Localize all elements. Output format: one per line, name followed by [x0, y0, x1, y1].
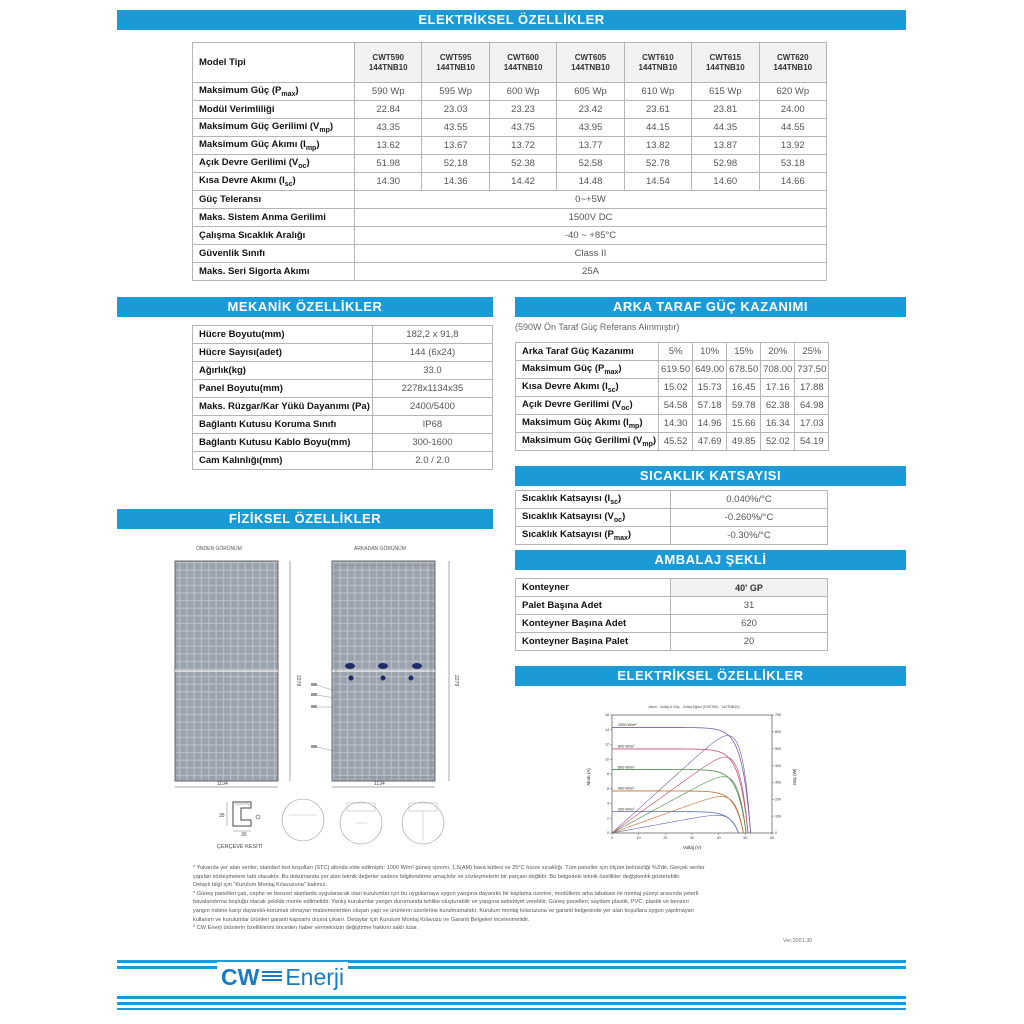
chart-xlabel: Voltaj (V) [682, 845, 702, 850]
x-tick-label: 40 [716, 836, 721, 840]
cell-value: 14.48 [557, 173, 624, 191]
row-label: Maksimum Güç $(P_{max})$ [516, 361, 659, 379]
y2-tick-label: 700 [775, 713, 781, 718]
series-label: 600 W/m² [618, 765, 635, 770]
table-row [193, 137, 827, 155]
row-label: Sıcaklık Katsayısı $(P_{max})$ [516, 527, 671, 545]
frame-dim-height: 35 [219, 813, 225, 819]
panel-drawings [165, 555, 490, 860]
x-tick-label: 20 [663, 836, 668, 840]
chart-y2label: Güç (W) [792, 768, 797, 786]
footnote-line: havalandırma boşluğu olacak şekilde monte edilmelidir. Yanlış kurulumlar yangın durumunda tehlike oluşturabilir ve yangına sebebiyet verebilir. Güneş panelleri; saydam plastik, PVC, plastik ve benzeri [193, 899, 689, 906]
series-label: 200 W/m² [618, 807, 635, 812]
section-physical-header: FİZİKSEL ÖZELLİKLER [117, 509, 493, 529]
y2-tick-label: 0 [775, 831, 777, 836]
front-view-label: ÖNDEN GÖRÜNÜM [196, 546, 242, 552]
cell-value: 13.72 [489, 137, 556, 155]
table-row [516, 433, 829, 451]
cell-value: 59.78 [727, 397, 761, 415]
cell-value: 615 Wp [692, 83, 759, 101]
row-label: Ağırlık(kg) [193, 362, 373, 380]
table-row [193, 83, 827, 101]
cell-value: Class II [355, 245, 827, 263]
series-label: 1000 W/m² [618, 723, 637, 728]
cell-value: 23.23 [489, 101, 556, 119]
table-row [516, 527, 828, 545]
cell-value: 0~+5W [355, 191, 827, 209]
row-label: Arka Taraf Güç Kazanımı [516, 343, 659, 361]
cell-value: 14.42 [489, 173, 556, 191]
model-label: Model Tipi [193, 43, 355, 83]
cell-value: 649.00 [693, 361, 727, 379]
percent-header: 10% [693, 343, 727, 361]
table-row [193, 101, 827, 119]
y-tick-label: 14 [605, 727, 609, 732]
footnote-line: yapılan sözleşmelere tabi olacaktır. Bu dokümanda yer alan teknik değerler sadece bilgilendirme amaçlıdır ve sözleşmelerin bir parçası değildir. Bu belgedeki teknik özellikler değişkenlik gösterebilir. [193, 873, 681, 880]
logo [217, 962, 348, 992]
cell-value: 13.92 [759, 137, 826, 155]
back-height-dim: 2278 [453, 675, 459, 687]
cell-value: 49.85 [727, 433, 761, 451]
electrical-table [192, 42, 827, 281]
cell-value: 619.50 [659, 361, 693, 379]
row-label: Panel Boyutu(mm) [193, 380, 373, 398]
model-name: CWT590 144TNB10 [355, 43, 422, 83]
footer-stripe-bottom [117, 993, 906, 1010]
row-label: Cam Kalınlığı(mm) [193, 452, 373, 470]
row-label: Konteyner [516, 579, 671, 597]
row-label: Maksimum Güç $(P_{max})$ [193, 83, 355, 101]
cell-value: 14.96 [693, 415, 727, 433]
back-view-label: ARKADAN GÖRÜNÜM [354, 546, 406, 552]
cell-value: 708.00 [761, 361, 795, 379]
logo-mark-icon [262, 971, 282, 983]
row-label: Güvenlik Sınıfı [193, 245, 355, 263]
cell-value: 23.61 [624, 101, 691, 119]
footnote-line: yangın riskine karşı dayanıklı-korumalı olmayan malzemelerden oluşan yapı ve ürünlerin üzerlerine kurulmamalıdır. Kurulum montaj kılavuzuna ve garanti belgesinde yer alan koşullara uygun yapılmayan [193, 907, 694, 914]
cell-value: 13.67 [422, 137, 489, 155]
cell-value: 2278x1134x35 [372, 380, 492, 398]
cell-value: 44.35 [692, 119, 759, 137]
cell-value: 53.18 [759, 155, 826, 173]
y-tick-label: 10 [605, 757, 609, 762]
cell-value: 43.75 [489, 119, 556, 137]
cell-value: 57.18 [693, 397, 727, 415]
section-electrical-header: ELEKTRİKSEL ÖZELLİKLER [117, 10, 906, 30]
row-label: Maks. Sistem Anma Gerilimi [193, 209, 355, 227]
x-tick-label: 30 [690, 836, 694, 840]
cell-value: 24.00 [759, 101, 826, 119]
row-label: Maksimum Güç Gerilimi $(V_{mp})$ [193, 119, 355, 137]
row-label: Hücre Sayısı(adet) [193, 344, 373, 362]
frame-section-drawing [219, 802, 260, 838]
table-row [193, 173, 827, 191]
cell-value: 52.98 [692, 155, 759, 173]
cell-value: 605 Wp [557, 83, 624, 101]
cell-value: 64.98 [795, 397, 829, 415]
footnotes [193, 864, 833, 933]
cell-value: 43.95 [557, 119, 624, 137]
temperature-table [515, 490, 828, 545]
row-label: Maksimum Güç Gerilimi $(V_{mp})$ [516, 433, 659, 451]
y-tick-label: 2 [607, 816, 609, 821]
table-row [193, 344, 493, 362]
cell-value: 54.19 [795, 433, 829, 451]
cell-value: 52.78 [624, 155, 691, 173]
chart-ylabel: Akım (A) [586, 768, 591, 786]
section-electrical-curve-header: ELEKTRİKSEL ÖZELLİKLER [515, 666, 906, 686]
percent-header: 25% [795, 343, 829, 361]
footnote-line: Detaylı bilgi için "Kurulum Montaj Kılavuzuna" bakınız. [193, 882, 327, 889]
cell-value: IP68 [372, 416, 492, 434]
container-type: 40' GP [671, 579, 828, 597]
section-temperature-header: SICAKLIK KATSAYISI [515, 466, 906, 486]
cell-value: 600 Wp [489, 83, 556, 101]
cell-value: 14.30 [659, 415, 693, 433]
y2-tick-label: 600 [775, 730, 781, 735]
cell-value: 31 [671, 597, 828, 615]
row-label: Hücre Boyutu(mm) [193, 326, 373, 344]
rear-gain-table [515, 342, 829, 451]
series-label: 400 W/m² [618, 786, 635, 791]
cell-value: 595 Wp [422, 83, 489, 101]
cell-value: 13.77 [557, 137, 624, 155]
row-label: Kısa Devre Akımı $(I_{sc})$ [193, 173, 355, 191]
row-label: Maksimum Güç Akımı $(I_{mp})$ [516, 415, 659, 433]
cell-value: 23.81 [692, 101, 759, 119]
footnote-line: * Güneş panelleri çatı, cephe ve benzeri alanlarda uygulanacak olan kurulumlar için bu uygulamaya uygun yangına dayanıklı bir kaplama üzerine, modüllerin arka tabakası ile montaj yüzeyi arasında yeterli [193, 890, 699, 897]
y2-tick-label: 200 [775, 797, 781, 802]
table-row [193, 191, 827, 209]
cell-value: -0.260%/°C [671, 509, 828, 527]
row-label: Güç Teleransı [193, 191, 355, 209]
cell-value: 1500V DC [355, 209, 827, 227]
model-name: CWT600 144TNB10 [489, 43, 556, 83]
iv-chart [578, 703, 810, 855]
model-name: CWT595 144TNB10 [422, 43, 489, 83]
table-row [516, 361, 829, 379]
x-tick-label: 60 [770, 836, 774, 840]
section-rear-gain-header: ARKA TARAF GÜÇ KAZANIMI [515, 297, 906, 317]
table-row [193, 398, 493, 416]
y2-tick-label: 300 [775, 780, 781, 785]
row-label: Modül Verimliliği [193, 101, 355, 119]
row-label: Kısa Devre Akımı $(I_{sc})$ [516, 379, 659, 397]
frame-section-label: ÇERÇEVE KESİTİ [217, 844, 263, 850]
table-row [193, 245, 827, 263]
table-row [193, 362, 493, 380]
cell-value: 182,2 x 91,8 [372, 326, 492, 344]
back-view-panel [311, 561, 435, 781]
cell-value: 13.87 [692, 137, 759, 155]
row-label: Bağlantı Kutusu Koruma Sınıfı [193, 416, 373, 434]
cell-value: 43.35 [355, 119, 422, 137]
cell-value: 52.38 [489, 155, 556, 173]
mechanical-table [192, 325, 493, 470]
cell-value: 620 Wp [759, 83, 826, 101]
cell-value: 2400/5400 [372, 398, 492, 416]
table-header-row [193, 43, 827, 83]
x-tick-label: 0 [611, 836, 613, 840]
logo-enerji: Enerji [285, 963, 345, 990]
cell-value: 51.98 [355, 155, 422, 173]
y-tick-label: 8 [607, 772, 609, 777]
cell-value: 14.36 [422, 173, 489, 191]
version-label: Ver.2001.30 [783, 938, 813, 944]
chart-title: Akım - Voltaj & Güç - Voltaj Eğrisi (CWT590 - 144TNB10) [648, 705, 740, 709]
footnote-line: * Yukarıda yer alan veriler, standart test koşulları (STC) altında elde edilmiştir: 1000 W/m² güneş ışınımı, 1,5(AM) hava kütlesi ve 25°C hücre sıcaklığı. Tüm paneller için ölçüm belirsizliği %3'dir. Gerçek veriler [193, 865, 705, 871]
cell-value: 20 [671, 633, 828, 651]
table-row [516, 379, 829, 397]
row-label: Açık Devre Gerilimi $(V_{oc})$ [193, 155, 355, 173]
y-tick-label: 0 [607, 831, 609, 836]
table-row [193, 380, 493, 398]
back-width-dim: 1134 [374, 781, 385, 787]
x-tick-label: 50 [743, 836, 748, 840]
table-row [193, 209, 827, 227]
cell-value: -0.30%/°C [671, 527, 828, 545]
y2-tick-label: 100 [775, 814, 781, 819]
y2-tick-label: 500 [775, 746, 781, 751]
table-row [516, 509, 828, 527]
cell-value: 15.73 [693, 379, 727, 397]
section-mechanical-header: MEKANİK ÖZELLİKLER [117, 297, 493, 317]
cell-value: 2.0 / 2.0 [372, 452, 492, 470]
cell-value: 52.58 [557, 155, 624, 173]
cell-value: 25A [355, 263, 827, 281]
detail-circle [282, 799, 324, 841]
logo-cw: CW [221, 963, 260, 990]
y-tick-label: 12 [605, 742, 609, 747]
cell-value: 16.34 [761, 415, 795, 433]
cell-value: 0.040%/°C [671, 491, 828, 509]
model-name: CWT610 144TNB10 [624, 43, 691, 83]
cell-value: 610 Wp [624, 83, 691, 101]
packaging-table [515, 578, 828, 651]
table-row [193, 119, 827, 137]
cell-value: 44.15 [624, 119, 691, 137]
y-tick-label: 4 [607, 801, 609, 806]
y-tick-label: 16 [605, 713, 609, 718]
cell-value: 43.55 [422, 119, 489, 137]
table-header-row [516, 579, 828, 597]
row-label: Maksimum Güç Akımı $(I_{mp})$ [193, 137, 355, 155]
front-height-dim: 2278 [295, 675, 301, 687]
model-name: CWT615 144TNB10 [692, 43, 759, 83]
row-label: Maks. Rüzgar/Kar Yükü Dayanımı (Pa) [193, 398, 373, 416]
cell-value: 23.03 [422, 101, 489, 119]
cell-value: 47.69 [693, 433, 727, 451]
row-label: Çalışma Sıcaklık Aralığı [193, 227, 355, 245]
cell-value: 33.0 [372, 362, 492, 380]
table-row [516, 633, 828, 651]
section-packaging-header: AMBALAJ ŞEKLİ [515, 550, 906, 570]
cell-value: 23.42 [557, 101, 624, 119]
footnote-line: kullanım ve kurulumlar ürünleri garanti kapsamı dışına çıkarır. Detaylar için Kurulum Montaj Kılavuzu ve Garanti Belgeleri incelenmelidir. [193, 916, 530, 923]
cell-value: 22.84 [355, 101, 422, 119]
footnote-line: * CW Enerji ürünlerin özelliklerini önceden haber vermeksizin değiştirme hakkını saklı tutar. [193, 925, 419, 932]
table-row [193, 326, 493, 344]
cell-value: 737.50 [795, 361, 829, 379]
frame-dim-width: 30 [241, 832, 247, 838]
percent-header: 15% [727, 343, 761, 361]
cell-value: 15.02 [659, 379, 693, 397]
model-name: CWT620 144TNB10 [759, 43, 826, 83]
cell-value: 44.55 [759, 119, 826, 137]
y2-tick-label: 400 [775, 763, 781, 768]
row-label: Maks. Seri Sigorta Akımı [193, 263, 355, 281]
cell-value: 14.60 [692, 173, 759, 191]
row-label: Açık Devre Gerilimi $(V_{oc})$ [516, 397, 659, 415]
table-header-row [516, 343, 829, 361]
model-name: CWT605 144TNB10 [557, 43, 624, 83]
percent-header: 5% [659, 343, 693, 361]
row-label: Sıcaklık Katsayısı $(I_{sc})$ [516, 491, 671, 509]
table-row [193, 227, 827, 245]
cell-value: 45.52 [659, 433, 693, 451]
table-row [193, 155, 827, 173]
cell-value: 14.66 [759, 173, 826, 191]
table-row [516, 415, 829, 433]
junction-box-icon [378, 663, 388, 669]
row-label: Sıcaklık Katsayısı $(V_{oc})$ [516, 509, 671, 527]
series-label: 800 W/m² [618, 744, 635, 749]
table-row [516, 615, 828, 633]
table-row [193, 263, 827, 281]
row-label: Bağlantı Kutusu Kablo Boyu(mm) [193, 434, 373, 452]
cell-value: 14.54 [624, 173, 691, 191]
cell-value: 17.16 [761, 379, 795, 397]
cell-value: -40 ~ +85°C [355, 227, 827, 245]
cell-value: 678.50 [727, 361, 761, 379]
junction-box-icon [412, 663, 422, 669]
junction-box-icon [345, 663, 355, 669]
cell-value: 300-1600 [372, 434, 492, 452]
cell-value: 62.38 [761, 397, 795, 415]
row-label: Konteyner Başına Adet [516, 615, 671, 633]
cell-value: 17.88 [795, 379, 829, 397]
table-row [516, 397, 829, 415]
y-tick-label: 6 [607, 786, 609, 791]
table-row [516, 491, 828, 509]
x-tick-label: 10 [636, 836, 641, 840]
table-row [193, 452, 493, 470]
cell-value: 52.02 [761, 433, 795, 451]
front-view-panel [175, 561, 278, 781]
percent-header: 20% [761, 343, 795, 361]
cell-value: 16.45 [727, 379, 761, 397]
cell-value: 590 Wp [355, 83, 422, 101]
row-label: Konteyner Başına Palet [516, 633, 671, 651]
table-row [193, 434, 493, 452]
row-label: Palet Başına Adet [516, 597, 671, 615]
cell-value: 13.62 [355, 137, 422, 155]
cell-value: 620 [671, 615, 828, 633]
cell-value: 17.03 [795, 415, 829, 433]
table-row [516, 597, 828, 615]
cell-value: 52.18 [422, 155, 489, 173]
table-row [193, 416, 493, 434]
cell-value: 15.66 [727, 415, 761, 433]
cell-value: 14.30 [355, 173, 422, 191]
cell-value: 13.82 [624, 137, 691, 155]
rear-gain-note: (590W Ön Taraf Güç Referans Alınmıştır) [515, 322, 680, 332]
cell-value: 54.58 [659, 397, 693, 415]
front-width-dim: 1134 [217, 781, 228, 787]
cell-value: 144 (6x24) [372, 344, 492, 362]
